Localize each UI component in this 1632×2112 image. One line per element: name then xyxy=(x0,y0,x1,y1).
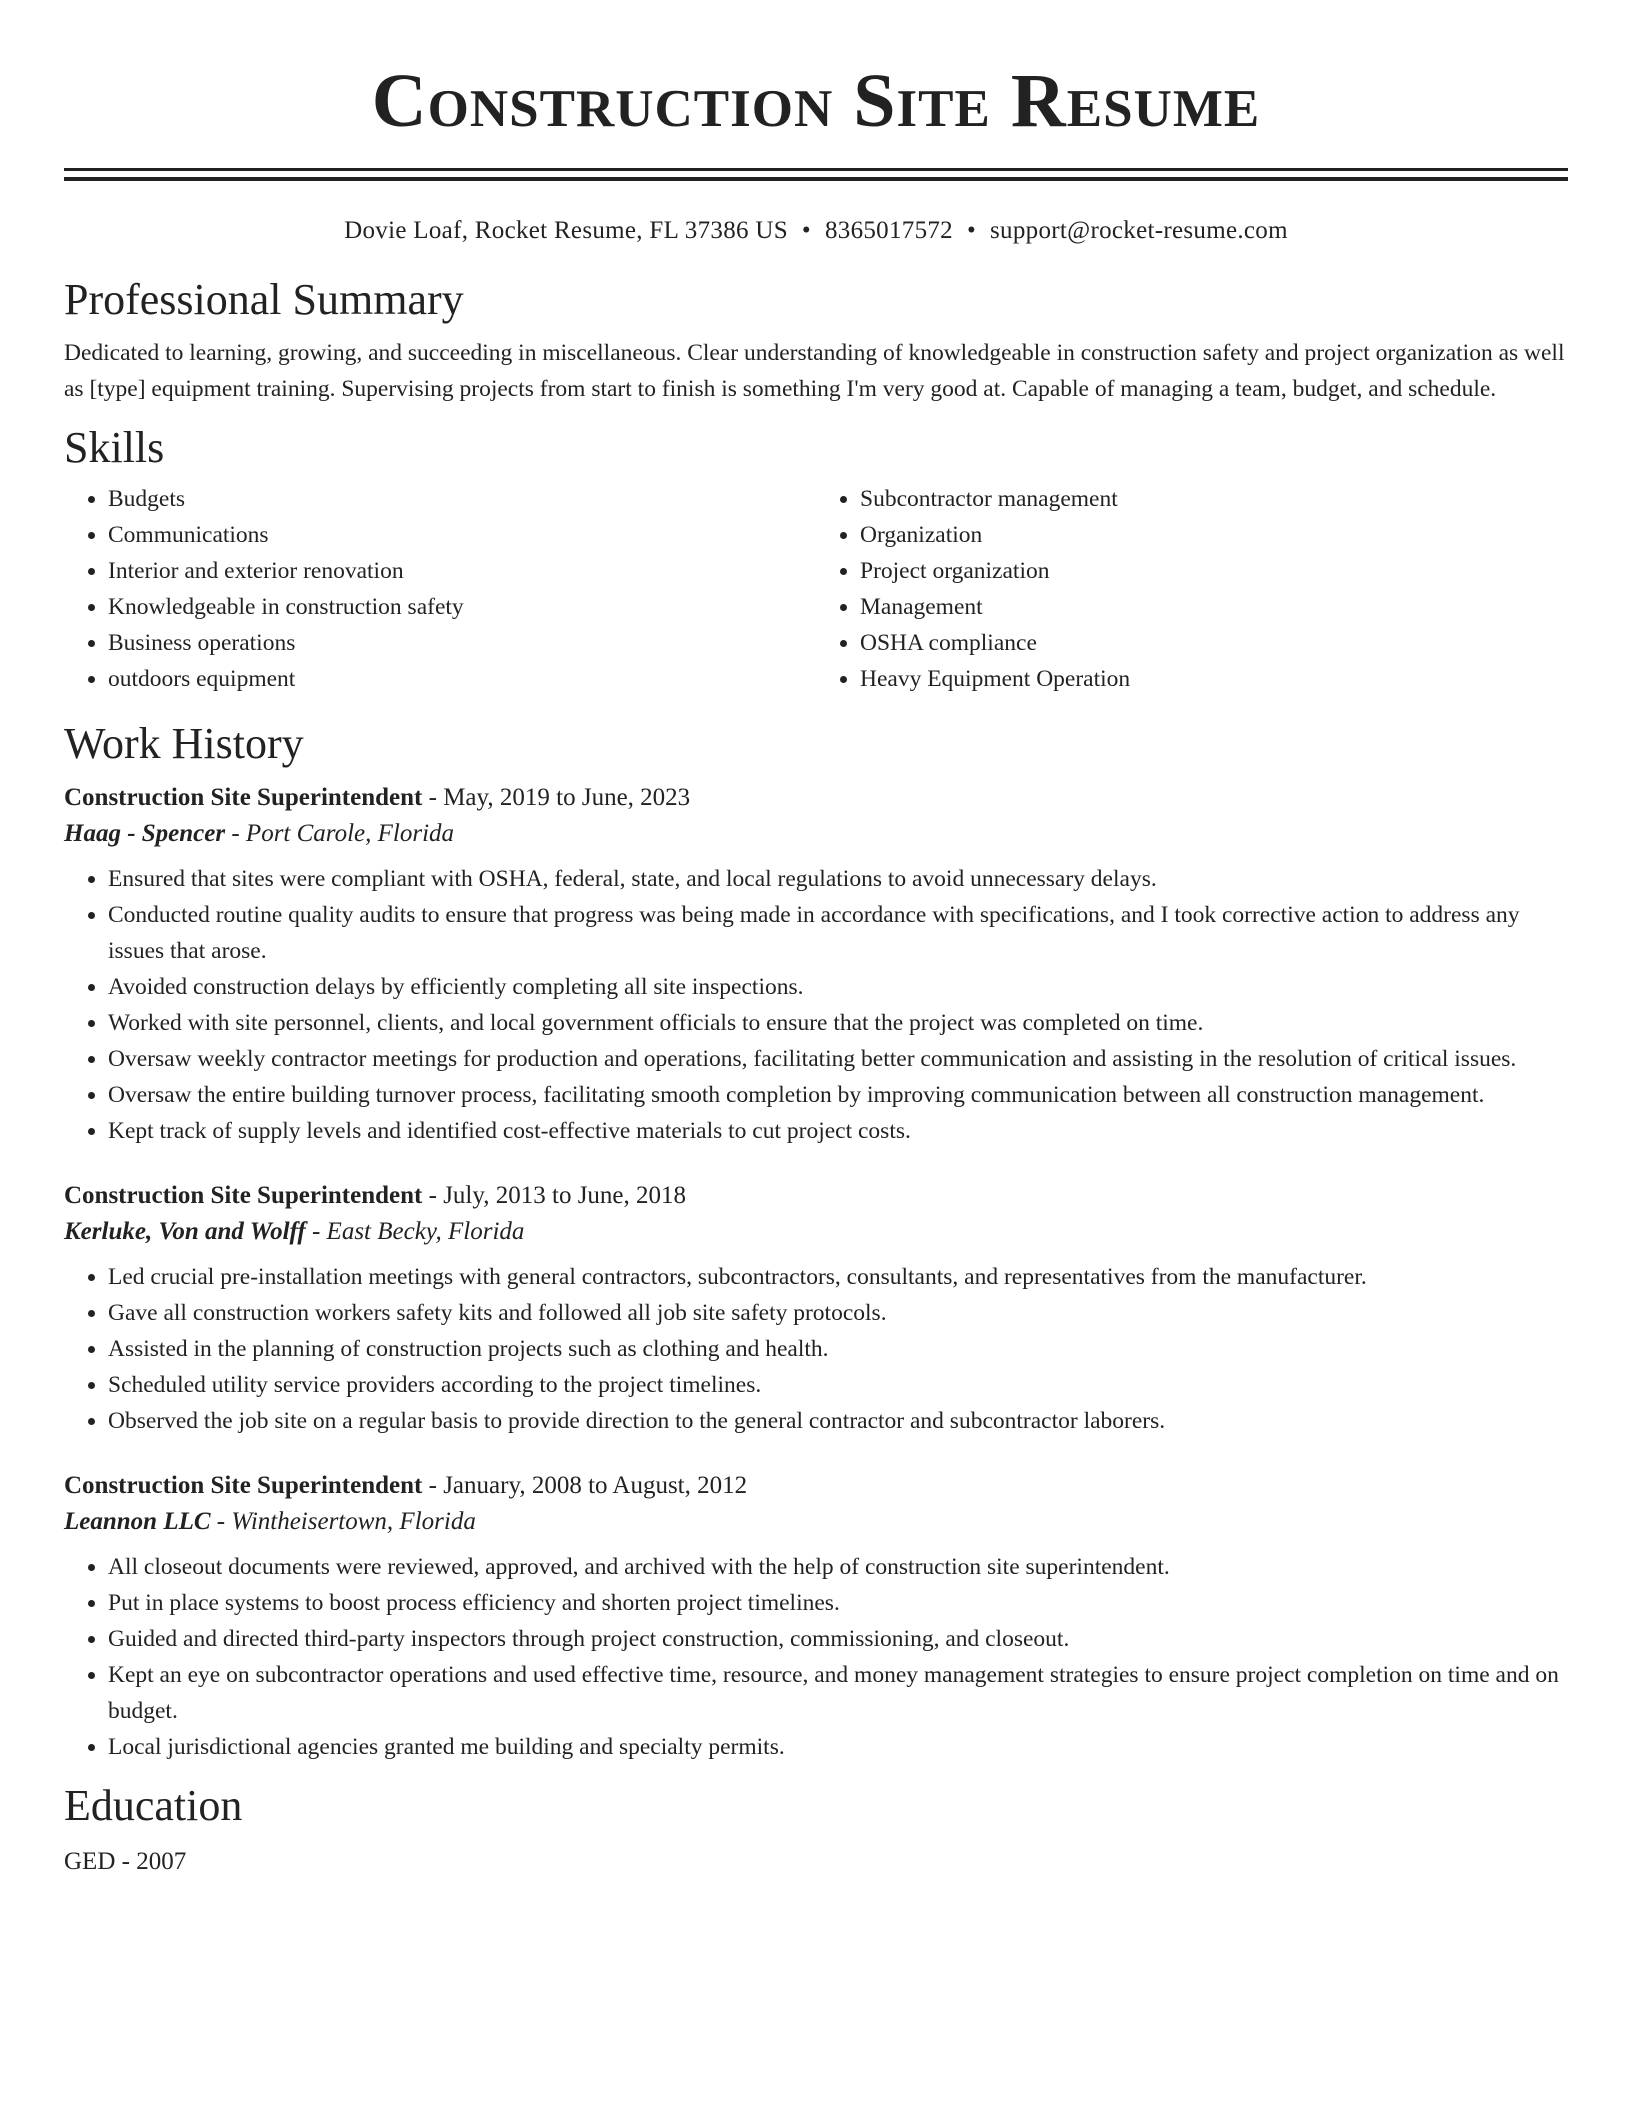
contact-phone: 8365017572 xyxy=(824,217,953,244)
company-name: Leannon LLC xyxy=(64,1508,211,1535)
company-line xyxy=(64,1213,1568,1251)
skill-item: • Budgets xyxy=(108,481,816,517)
education-heading: Education xyxy=(64,1781,243,1830)
skill-item: • Subcontractor management xyxy=(860,481,1568,517)
job-dates: - January, 2008 to August, 2012 xyxy=(422,1472,748,1499)
skill-item: • OSHA compliance xyxy=(860,625,1568,661)
contact-separator: • xyxy=(801,217,811,244)
skill-item: • outdoors equipment xyxy=(108,661,816,697)
job-bullet: • Local jurisdictional agencies granted me building and specialty permits. xyxy=(108,1729,1568,1765)
job-bullets xyxy=(64,1259,1568,1439)
page-title: Construction Site Resume xyxy=(371,59,1261,143)
job-title-line xyxy=(64,1179,1568,1213)
skill-item: • Organization xyxy=(860,517,1568,553)
job-bullet: • Kept track of supply levels and identified cost-effective materials to cut project costs. xyxy=(108,1113,1568,1149)
company-line xyxy=(64,815,1568,853)
company-name: Haag - Spencer xyxy=(64,820,226,847)
contact-line xyxy=(64,215,1568,247)
skill-item: • Interior and exterior renovation xyxy=(108,553,816,589)
job-bullet: • Scheduled utility service providers according to the project timelines. xyxy=(108,1367,1568,1403)
company-location: - Port Carole, Florida xyxy=(225,820,455,847)
skills-list xyxy=(64,481,1568,697)
job-title-line xyxy=(64,781,1568,815)
job-bullets xyxy=(64,1549,1568,1765)
job-bullet: • Put in place systems to boost process efficiency and shorten project timelines. xyxy=(108,1585,1568,1621)
job-bullets xyxy=(64,861,1568,1149)
job-bullet: • Guided and directed third-party inspectors through project construction, commissioning, and closeout. xyxy=(108,1621,1568,1657)
skill-item: • Communications xyxy=(108,517,816,553)
contact-separator: • xyxy=(966,217,977,244)
job-dates: - May, 2019 to June, 2023 xyxy=(422,784,691,811)
job-bullet: • Avoided construction delays by efficiently completing all site inspections. xyxy=(108,969,1568,1005)
contact-address: Dovie Loaf, Rocket Resume, FL 37386 US xyxy=(344,217,788,244)
job-bullet: • Assisted in the planning of construction projects such as clothing and health. xyxy=(108,1331,1568,1367)
summary-heading: Professional Summary xyxy=(64,275,464,324)
contact-email: support@rocket-resume.com xyxy=(990,217,1288,244)
job-title: Construction Site Superintendent xyxy=(64,1472,423,1499)
job-title-line xyxy=(64,1469,1568,1503)
education-entry: GED - 2007 xyxy=(64,1848,187,1875)
summary-text: Dedicated to learning, growing, and succeeding in miscellaneous. Clear understanding of knowledgeable in construction safety and project organization as well as [type] equipment training. Supervising projects from start to finish is something I'm very good at. Capable of managing a team, budget, and schedule. xyxy=(64,340,1565,402)
company-name: Kerluke, Von and Wolff xyxy=(64,1218,306,1245)
skill-item: • Knowledgeable in construction safety xyxy=(108,589,816,625)
job-bullet: • Observed the job site on a regular basis to provide direction to the general contractor and subcontractor laborers. xyxy=(108,1403,1568,1439)
job-bullet: • Conducted routine quality audits to ensure that progress was being made in accordance with specifications, and I took corrective action to address any issues that arose. xyxy=(108,897,1568,969)
job-title: Construction Site Superintendent xyxy=(64,784,423,811)
work-history-heading: Work History xyxy=(64,719,304,768)
job-entry xyxy=(64,1179,1568,1439)
title-divider xyxy=(64,168,1568,181)
company-line xyxy=(64,1503,1568,1541)
skills-column-right xyxy=(816,481,1568,697)
job-bullet: • Oversaw the entire building turnover process, facilitating smooth completion by improving communication between all construction management. xyxy=(108,1077,1568,1113)
skills-heading: Skills xyxy=(64,423,165,472)
job-bullet: • All closeout documents were reviewed, approved, and archived with the help of construction site superintendent. xyxy=(108,1549,1568,1585)
skill-item: • Business operations xyxy=(108,625,816,661)
skills-column-left xyxy=(64,481,816,697)
job-bullet: • Ensured that sites were compliant with OSHA, federal, state, and local regulations to avoid unnecessary delays. xyxy=(108,861,1568,897)
job-bullet: • Kept an eye on subcontractor operations and used effective time, resource, and money management strategies to ensure project completion on time and on budget. xyxy=(108,1657,1568,1729)
job-dates: - July, 2013 to June, 2018 xyxy=(422,1182,687,1209)
company-location: - Wintheisertown, Florida xyxy=(210,1508,476,1535)
job-title: Construction Site Superintendent xyxy=(64,1182,423,1209)
job-bullet: • Led crucial pre-installation meetings with general contractors, subcontractors, consultants, and representatives from the manufacturer. xyxy=(108,1259,1568,1295)
job-bullet: • Oversaw weekly contractor meetings for production and operations, facilitating better communication and assisting in the resolution of critical issues. xyxy=(108,1041,1568,1077)
skill-item: • Project organization xyxy=(860,553,1568,589)
skill-item: • Heavy Equipment Operation xyxy=(860,661,1568,697)
skill-item: • Management xyxy=(860,589,1568,625)
job-entry xyxy=(64,1469,1568,1765)
job-entry xyxy=(64,781,1568,1149)
job-bullet: • Worked with site personnel, clients, and local government officials to ensure that the project was completed on time. xyxy=(108,1005,1568,1041)
job-bullet: • Gave all construction workers safety kits and followed all job site safety protocols. xyxy=(108,1295,1568,1331)
company-location: - East Becky, Florida xyxy=(305,1218,525,1245)
